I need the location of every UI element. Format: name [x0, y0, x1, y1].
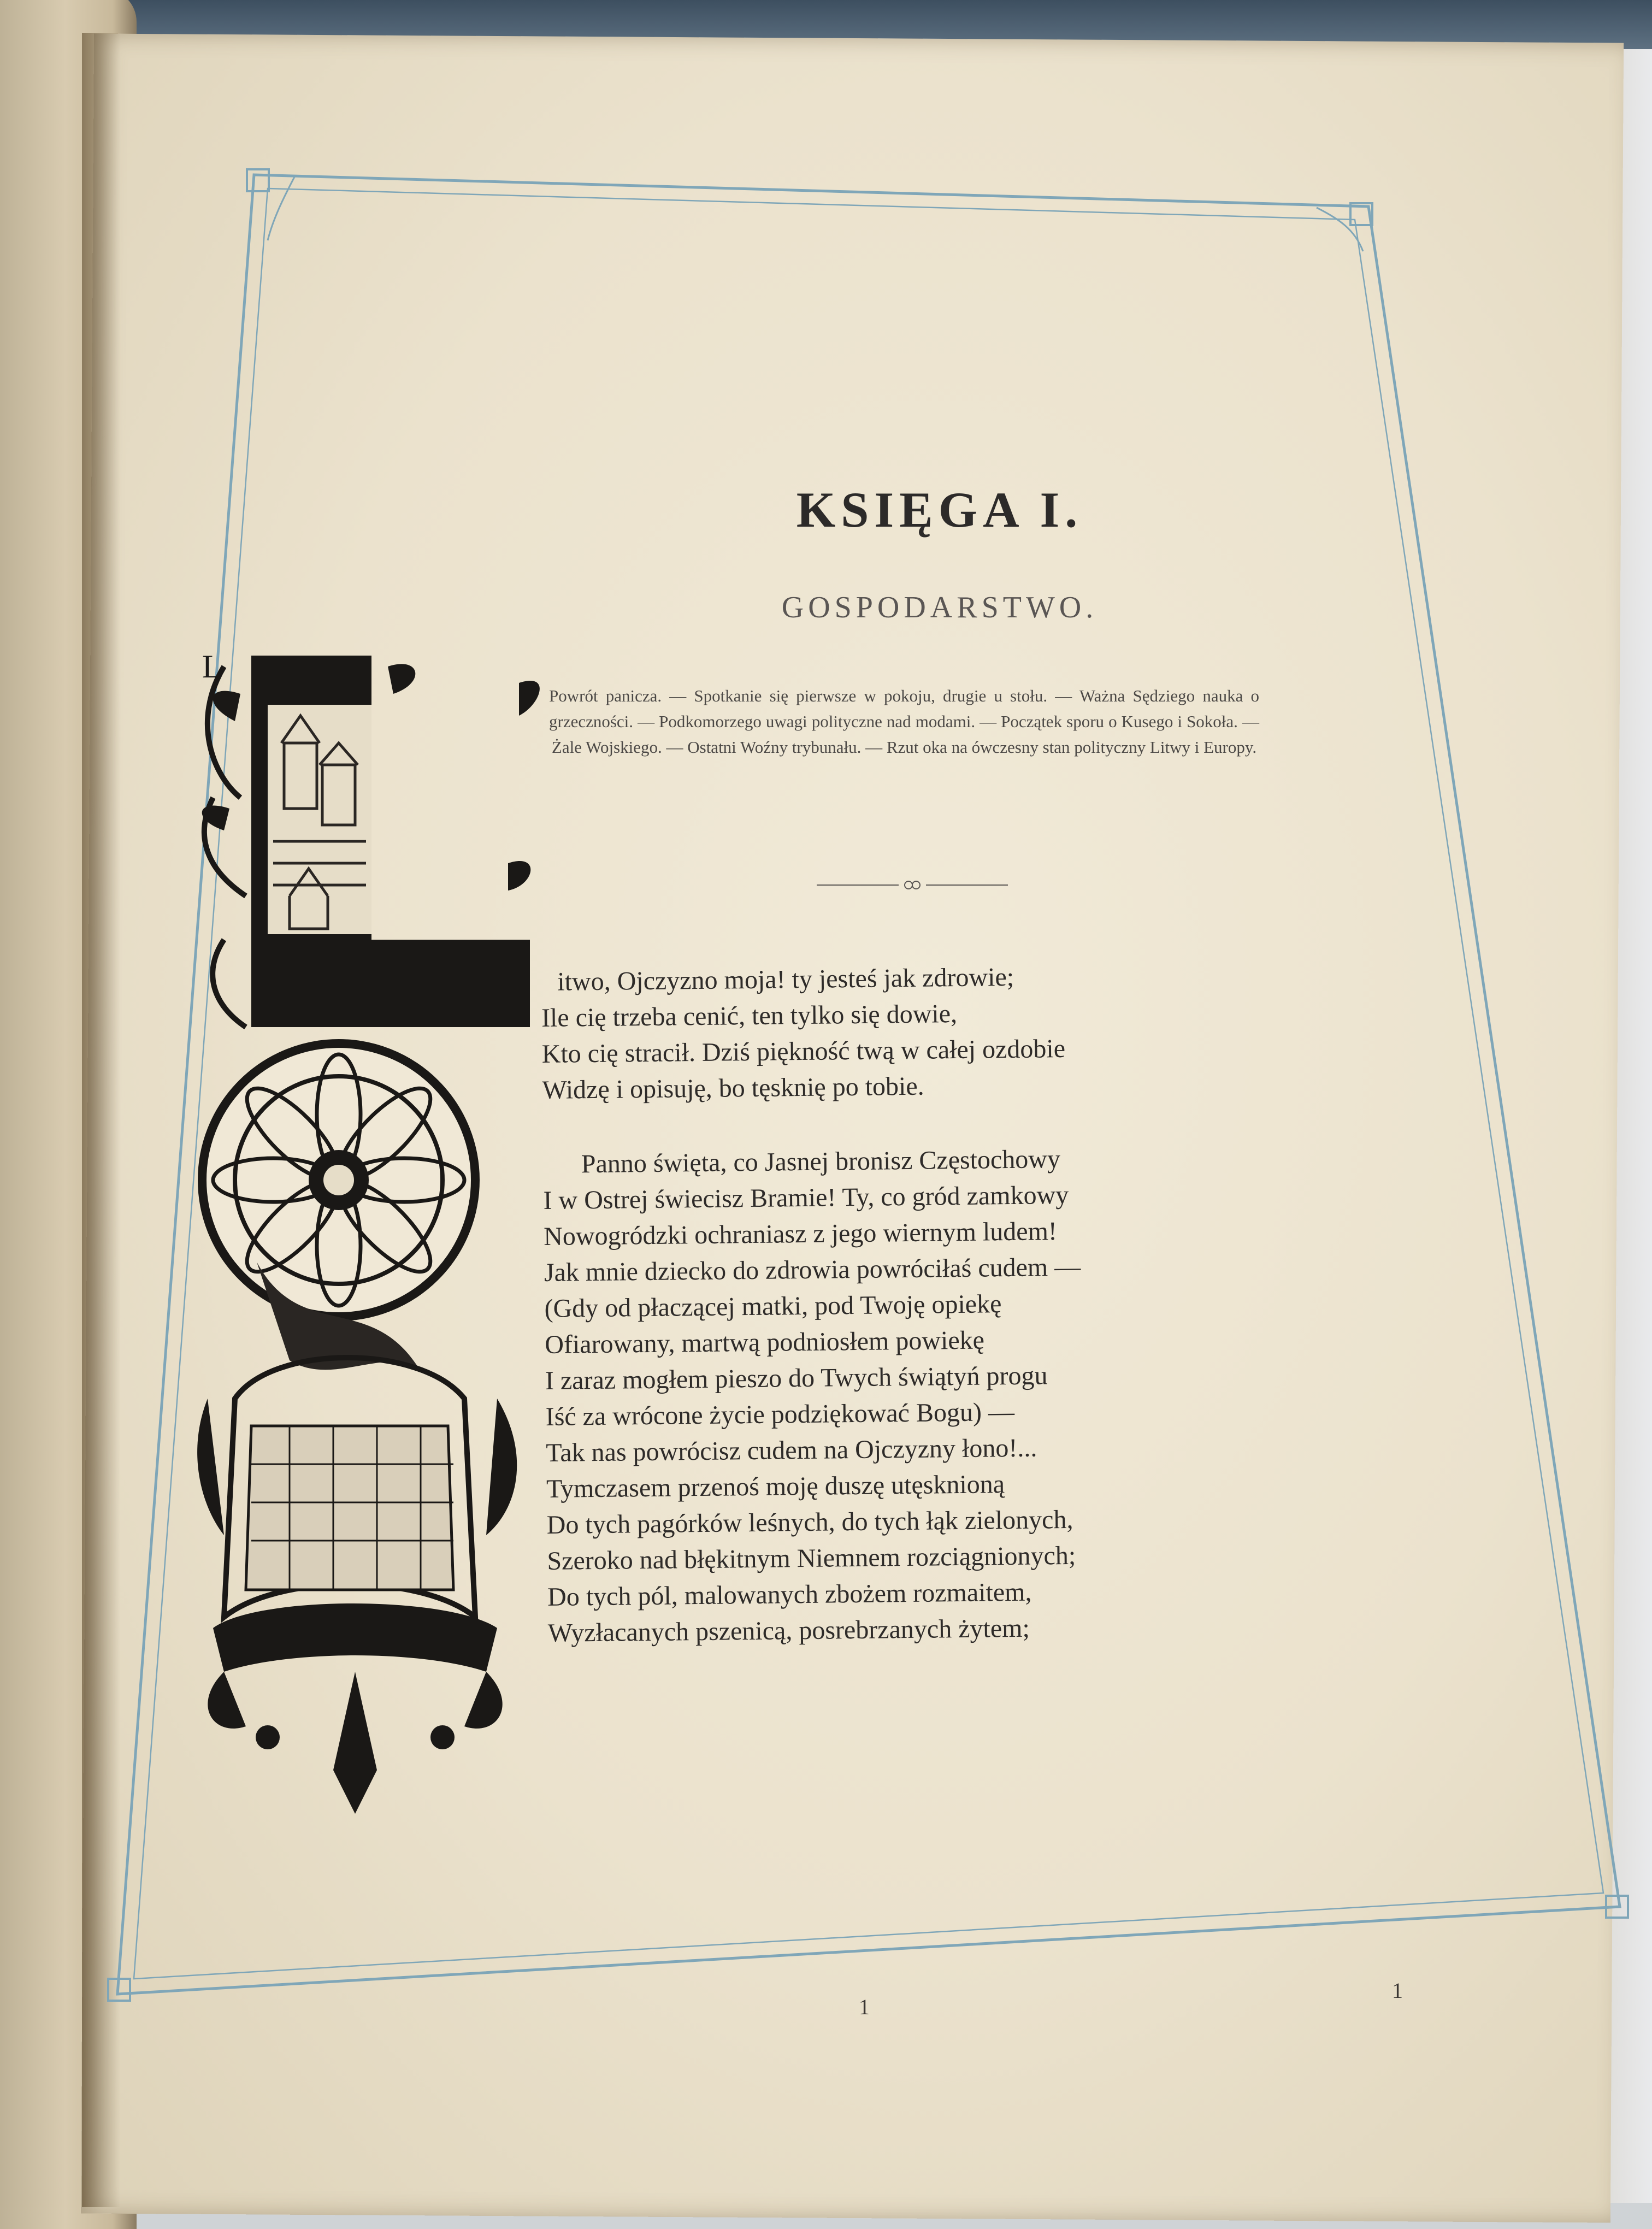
page-number-margin: 1 — [1392, 1978, 1403, 2003]
decorated-initial-letter — [191, 634, 546, 1819]
page-number: 1 — [859, 1995, 870, 2019]
poem-line: Nowogródzki ochraniasz z jego wiernym ludem! — [543, 1217, 1058, 1251]
poem-line: Szeroko nad błękitnym Niemnem rozciągnionych; — [547, 1541, 1076, 1576]
poem-text — [541, 955, 1422, 1652]
poem-line: Do tych pagórków leśnych, do tych łąk zielonych, — [546, 1505, 1073, 1540]
poem-line: Iść za wrócone życie podziękować Bogu) — — [545, 1397, 1015, 1431]
poem-line: Tak nas powrócisz cudem na Ojczyzny łono!... — [546, 1433, 1037, 1467]
poem-line: I w Ostrej świecisz Bramie! Ty, co gród zamkowy — [543, 1180, 1069, 1215]
poem-line: Do tych pól, malowanych zbożem rozmaitem, — [547, 1577, 1032, 1612]
poem-line: (Gdy od płaczącej matki, pod Twoję opiekę — [544, 1289, 1002, 1323]
poem-line: I zaraz mogłem pieszo do Twych świątyń progu — [545, 1361, 1048, 1395]
book-title: KSIĘGA I. — [796, 482, 1083, 538]
poem-line: Wyzłacanych pszenicą, posrebrzanych żytem; — [547, 1613, 1030, 1648]
poem-line: Ile cię trzeba cenić, ten tylko się dowie, — [541, 999, 958, 1033]
ornament-divider — [817, 877, 1008, 893]
initial-letter-text: L — [202, 648, 222, 685]
poem-line: Kto cię stracił. Dziś piękność twą w całej ozdobie — [541, 1034, 1066, 1069]
poem-line: Panno święta, co Jasnej bronisz Częstochowy — [581, 1145, 1061, 1179]
poem-line: Ofiarowany, martwą podniosłem powiekę — [545, 1325, 985, 1359]
book-subtitle: GOSPODARSTWO. — [781, 591, 1098, 624]
poem-line: itwo, Ojczyzno moja! ty jesteś jak zdrowie; — [557, 962, 1014, 996]
chapter-summary: Powrót panicza. — Spotkanie się pierwsze w pokoju, drugie u stołu. — Ważna Sędziego nauka o grzeczności. — Podkomorzego uwagi polityczne nad modami. — Początek sporu o Kusego i Sokoła. — Żale Wojskiego. — Ostatni Woźny trybunału. — Rzut oka na ówczesny stan polityczny Litwy i Europy. — [549, 686, 1259, 757]
poem-line: Jak mnie dziecko do zdrowia powróciłaś cudem — — [544, 1252, 1081, 1287]
poem-line: Widzę i opisuję, bo tęsknię po tobie. — [542, 1071, 924, 1105]
poem-line: Tymczasem przenoś moję duszę utęsknioną — [546, 1470, 1005, 1503]
